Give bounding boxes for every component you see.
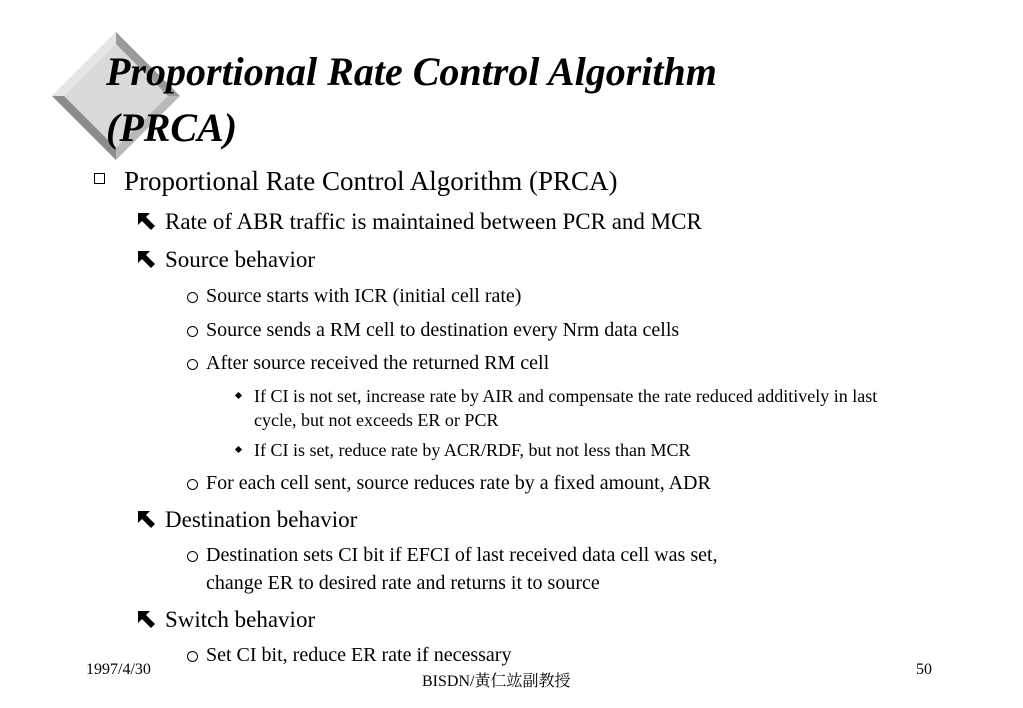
bullet-text: Destination behavior [165,507,358,532]
bullet-text: For each cell sent, source reduces rate by a fixed amount, ADR [206,472,711,494]
bullet-ci-set [254,438,914,462]
slide-title-line-1: Proportional Rate Control Algorithm [106,49,717,94]
bullet-destination-behavior [165,506,357,534]
hollow-circle-icon [187,479,198,490]
bullet-ci-not-set [254,384,914,432]
bullet-source-starts [206,283,521,309]
bullet-text: Rate of ABR traffic is maintained between PCR and MCR [165,209,702,234]
bullet-prca [124,165,618,197]
slide-title-line-2: (PRCA) [106,105,238,150]
hollow-circle-icon [187,326,198,337]
bullet-rate-abr [165,208,702,236]
hollow-square-icon [94,173,105,184]
bullet-text: If CI is not set, increase rate by AIR and compensate the rate reduced additively in last cycle, but not exceeds ER or PCR [254,386,878,430]
small-diamond-icon [235,446,242,453]
bullet-text: Proportional Rate Control Algorithm (PRCA) [124,166,618,196]
arrow-up-left-icon [137,250,157,270]
arrow-up-left-icon [137,610,157,630]
bullet-switch-behavior [165,606,315,634]
bullet-text: Switch behavior [165,607,316,632]
bullet-text: If CI is set, reduce rate by ACR/RDF, but not less than MCR [254,440,691,460]
footer-author: BISDN/黃仁竑副教授 [422,673,571,690]
bullet-text: Source starts with ICR (initial cell rate) [206,285,522,307]
small-diamond-icon [235,392,242,399]
bullet-after-source [206,350,549,376]
bullet-text-line-2: change ER to desired rate and returns it to source [206,572,600,594]
bullet-source-behavior [165,246,315,274]
bullet-text-line-1: Destination sets CI bit if EFCI of last received data cell was set, [206,544,718,566]
bullet-source-sends [206,317,679,343]
bullet-text: Set CI bit, reduce ER rate if necessary [206,644,512,666]
bullet-text: Source sends a RM cell to destination every Nrm data cells [206,319,680,341]
bullet-text: After source received the returned RM cell [206,352,550,374]
footer-date: 1997/4/30 [86,661,151,678]
hollow-circle-icon [187,551,198,562]
hollow-circle-icon [187,292,198,303]
footer-page-number: 50 [916,661,932,678]
bullet-each-cell [206,470,711,496]
bullet-destination-sets-cont [206,570,600,596]
arrow-up-left-icon [137,212,157,232]
arrow-up-left-icon [137,510,157,530]
hollow-circle-icon [187,359,198,370]
hollow-circle-icon [187,651,198,662]
bullet-set-ci [206,642,511,668]
bullet-text: Source behavior [165,247,316,272]
slide-title [106,44,986,156]
bullet-destination-sets [206,542,718,568]
